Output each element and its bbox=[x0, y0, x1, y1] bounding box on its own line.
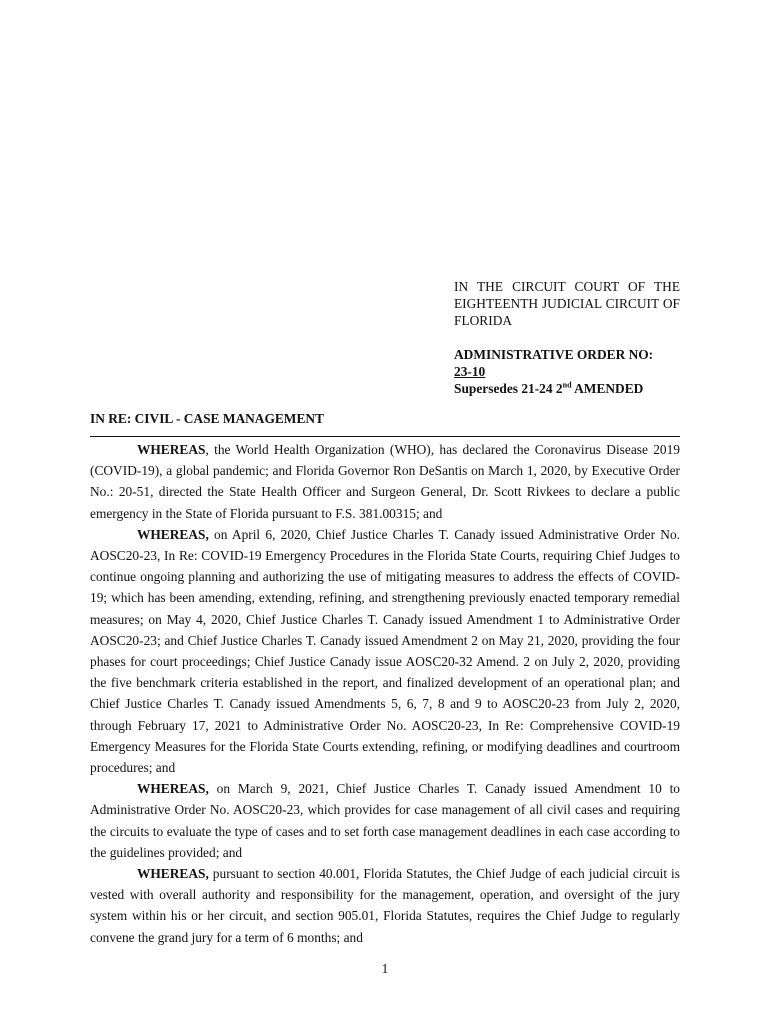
paragraph-lead: WHEREAS, bbox=[137, 781, 209, 797]
paragraph-lead: WHEREAS, bbox=[137, 526, 209, 542]
supersedes-ordinal: nd bbox=[562, 380, 572, 390]
paragraph-text: on April 6, 2020, Chief Justice Charles T. Canady issued Administrative Order No. AOSC20-23, In Re: COVID-19 Emergency Procedures in the Florida State Courts, requiring Chief Judges to continue ongoing planning and authorizing the use of mitigating measures to address the effects of COVID-19; which has been amending, extending, refining, and strengthening previously enacted temporary remedial measures; on May 4, 2020, Chief Justice Charles T. Canady issued Amendment 1 to Administrative Order AOSC20-23; and Chief Justice Charles T. Canady issued Amendment 2 on May 21, 2020, providing the four phases for court proceedings; Chief Justice Canady issue AOSC20-32 Amend. 2 on July 2, 2020, providing the five benchmark criteria established in the report, and finalized development of an operational plan; and Chief Justice Charles T. Canady issued Amendments 5, 6, 7, 8 and 9 to AOSC20-23 from July 2, 2020, through February 17, 2021 to Administrative Order No. AOSC20-23, In Re: Comprehensive COVID-19 Emergency Measures for the Florida State Courts extending, refining, or modifying deadlines and courtroom procedures; and bbox=[90, 526, 680, 776]
paragraph-text: , the World Health Organization (WHO), has declared the Coronavirus Disease 2019 (COVID-19), a global pandemic; and Florida Governor Ron DeSantis on March 1, 2020, by Executive Order No.: 20-51, directed the State Health Officer and Surgeon General, Dr. Scott Rivkees to declare a public emergency in the State of Florida pursuant to F.S. 381.00315; and bbox=[90, 442, 680, 521]
order-block bbox=[454, 346, 680, 397]
whereas-paragraph-2 bbox=[90, 524, 680, 778]
supersedes-line bbox=[454, 380, 680, 397]
caption-block bbox=[454, 278, 680, 397]
separator-rule bbox=[90, 436, 680, 437]
whereas-paragraph-1 bbox=[90, 439, 680, 524]
in-re-heading: IN RE: CIVIL - CASE MANAGEMENT bbox=[90, 411, 324, 426]
whereas-paragraph-3 bbox=[90, 778, 680, 863]
page-number: 1 bbox=[381, 961, 389, 976]
order-number: 23-10 bbox=[454, 364, 486, 379]
order-label: ADMINISTRATIVE ORDER NO: bbox=[454, 347, 654, 362]
court-name: IN THE CIRCUIT COURT OF THE EIGHTEENTH JUDICIAL CIRCUIT OF FLORIDA bbox=[454, 279, 680, 328]
paragraph-text: pursuant to section 40.001, Florida Statutes, the Chief Judge of each judicial circuit is vested with overall authority and responsibility for the management, operation, and oversight of the jury system within his or her circuit, and section 905.01, Florida Statutes, requires the Chief Judge to regularly convene the grand jury for a term of 6 months; and bbox=[90, 866, 680, 945]
whereas-paragraph-4 bbox=[90, 863, 680, 948]
paragraph-lead: WHEREAS bbox=[137, 442, 206, 457]
supersedes-suffix: AMENDED bbox=[571, 381, 644, 396]
paragraph-lead: WHEREAS, bbox=[137, 866, 209, 882]
order-body bbox=[90, 439, 680, 948]
supersedes-prefix: Supersedes 21-24 2 bbox=[454, 381, 563, 396]
paragraph-text: on March 9, 2021, Chief Justice Charles T. Canady issued Amendment 10 to Administrative Order No. AOSC20-23, which provides for case management of all civil cases and requiring the circuits to evaluate the type of cases and to set forth case management deadlines in each case according to the guidelines provided; and bbox=[90, 781, 680, 860]
